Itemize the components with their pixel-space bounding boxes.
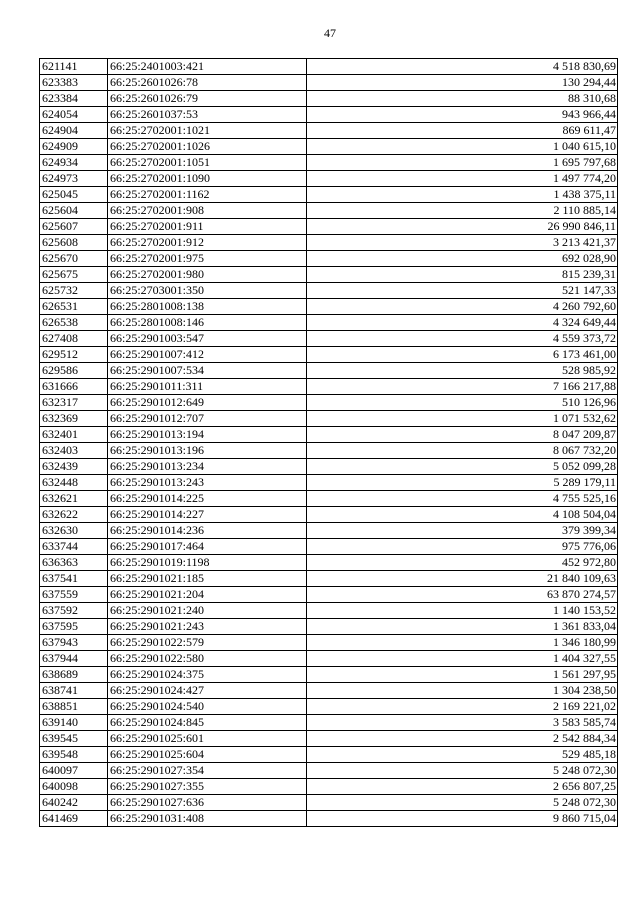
cadastral-number-cell: 66:25:2901011:311 — [108, 379, 307, 395]
table-row — [40, 555, 618, 571]
record-id-cell: 640098 — [40, 779, 108, 795]
cadastral-number-cell: 66:25:2901013:234 — [108, 459, 307, 475]
value-cell: 4 324 649,44 — [307, 315, 618, 331]
record-id-cell: 623384 — [40, 91, 108, 107]
table-row — [40, 603, 618, 619]
value-cell: 2 110 885,14 — [307, 203, 618, 219]
table-row — [40, 523, 618, 539]
value-cell: 1 071 532,62 — [307, 411, 618, 427]
cadastral-number-cell: 66:25:2901012:707 — [108, 411, 307, 427]
cadastral-number-cell: 66:25:2702001:908 — [108, 203, 307, 219]
cadastral-number-cell: 66:25:2702001:1026 — [108, 139, 307, 155]
table-row — [40, 459, 618, 475]
table-row — [40, 491, 618, 507]
record-id-cell: 632630 — [40, 523, 108, 539]
record-id-cell: 637944 — [40, 651, 108, 667]
cadastral-number-cell: 66:25:2901003:547 — [108, 331, 307, 347]
table-row — [40, 635, 618, 651]
record-id-cell: 640242 — [40, 795, 108, 811]
value-cell: 869 611,47 — [307, 123, 618, 139]
record-id-cell: 629586 — [40, 363, 108, 379]
record-id-cell: 624909 — [40, 139, 108, 155]
value-cell: 4 108 504,04 — [307, 507, 618, 523]
table-row — [40, 395, 618, 411]
value-cell: 528 985,92 — [307, 363, 618, 379]
record-id-cell: 637943 — [40, 635, 108, 651]
table-row — [40, 299, 618, 315]
record-id-cell: 626531 — [40, 299, 108, 315]
record-id-cell: 638741 — [40, 683, 108, 699]
cadastral-number-cell: 66:25:2901013:243 — [108, 475, 307, 491]
cadastral-number-cell: 66:25:2901012:649 — [108, 395, 307, 411]
value-cell: 379 399,34 — [307, 523, 618, 539]
cadastral-number-cell: 66:25:2901019:1198 — [108, 555, 307, 571]
value-cell: 2 169 221,02 — [307, 699, 618, 715]
cadastral-number-cell: 66:25:2702001:1021 — [108, 123, 307, 139]
table-row — [40, 347, 618, 363]
record-id-cell: 625670 — [40, 251, 108, 267]
value-cell: 815 239,31 — [307, 267, 618, 283]
table-row — [40, 427, 618, 443]
cadastral-number-cell: 66:25:2901025:604 — [108, 747, 307, 763]
table-row — [40, 747, 618, 763]
record-id-cell: 641469 — [40, 811, 108, 827]
record-id-cell: 637595 — [40, 619, 108, 635]
cadastral-number-cell: 66:25:2901021:185 — [108, 571, 307, 587]
value-cell: 5 248 072,30 — [307, 795, 618, 811]
table-row — [40, 267, 618, 283]
value-cell: 8 067 732,20 — [307, 443, 618, 459]
table-row — [40, 379, 618, 395]
value-cell: 1 561 297,95 — [307, 667, 618, 683]
value-cell: 21 840 109,63 — [307, 571, 618, 587]
table-row — [40, 699, 618, 715]
value-cell: 1 040 615,10 — [307, 139, 618, 155]
cadastral-number-cell: 66:25:2901024:845 — [108, 715, 307, 731]
cadastral-number-cell: 66:25:2901027:636 — [108, 795, 307, 811]
registry-table — [39, 58, 618, 827]
cadastral-number-cell: 66:25:2901014:236 — [108, 523, 307, 539]
table-row — [40, 91, 618, 107]
cadastral-number-cell: 66:25:2901021:204 — [108, 587, 307, 603]
value-cell: 1 140 153,52 — [307, 603, 618, 619]
table-row — [40, 571, 618, 587]
cadastral-number-cell: 66:25:2601026:79 — [108, 91, 307, 107]
value-cell: 692 028,90 — [307, 251, 618, 267]
record-id-cell: 640097 — [40, 763, 108, 779]
record-id-cell: 624934 — [40, 155, 108, 171]
cadastral-number-cell: 66:25:2901022:579 — [108, 635, 307, 651]
cadastral-number-cell: 66:25:2901013:194 — [108, 427, 307, 443]
table-row — [40, 651, 618, 667]
table-row — [40, 619, 618, 635]
cadastral-number-cell: 66:25:2901014:227 — [108, 507, 307, 523]
value-cell: 4 260 792,60 — [307, 299, 618, 315]
cadastral-number-cell: 66:25:2601026:78 — [108, 75, 307, 91]
value-cell: 452 972,80 — [307, 555, 618, 571]
value-cell: 2 656 807,25 — [307, 779, 618, 795]
record-id-cell: 639140 — [40, 715, 108, 731]
cadastral-number-cell: 66:25:2901025:601 — [108, 731, 307, 747]
value-cell: 1 404 327,55 — [307, 651, 618, 667]
record-id-cell: 632401 — [40, 427, 108, 443]
value-cell: 7 166 217,88 — [307, 379, 618, 395]
cadastral-number-cell: 66:25:2901022:580 — [108, 651, 307, 667]
cadastral-number-cell: 66:25:2901007:412 — [108, 347, 307, 363]
table-row — [40, 235, 618, 251]
value-cell: 8 047 209,87 — [307, 427, 618, 443]
record-id-cell: 638689 — [40, 667, 108, 683]
value-cell: 88 310,68 — [307, 91, 618, 107]
record-id-cell: 626538 — [40, 315, 108, 331]
record-id-cell: 632317 — [40, 395, 108, 411]
table-row — [40, 475, 618, 491]
value-cell: 510 126,96 — [307, 395, 618, 411]
value-cell: 2 542 884,34 — [307, 731, 618, 747]
value-cell: 1 304 238,50 — [307, 683, 618, 699]
cadastral-number-cell: 66:25:2901024:375 — [108, 667, 307, 683]
value-cell: 63 870 274,57 — [307, 587, 618, 603]
table-row — [40, 75, 618, 91]
table-row — [40, 411, 618, 427]
value-cell: 130 294,44 — [307, 75, 618, 91]
value-cell: 5 052 099,28 — [307, 459, 618, 475]
cadastral-number-cell: 66:25:2702001:912 — [108, 235, 307, 251]
record-id-cell: 633744 — [40, 539, 108, 555]
cadastral-number-cell: 66:25:2901024:427 — [108, 683, 307, 699]
value-cell: 4 755 525,16 — [307, 491, 618, 507]
value-cell: 9 860 715,04 — [307, 811, 618, 827]
cadastral-number-cell: 66:25:2901014:225 — [108, 491, 307, 507]
cadastral-number-cell: 66:25:2901007:534 — [108, 363, 307, 379]
registry-table-body — [40, 59, 618, 827]
value-cell: 4 559 373,72 — [307, 331, 618, 347]
cadastral-number-cell: 66:25:2702001:975 — [108, 251, 307, 267]
record-id-cell: 625732 — [40, 283, 108, 299]
value-cell: 3 583 585,74 — [307, 715, 618, 731]
record-id-cell: 627408 — [40, 331, 108, 347]
table-row — [40, 795, 618, 811]
value-cell: 3 213 421,37 — [307, 235, 618, 251]
record-id-cell: 625045 — [40, 187, 108, 203]
record-id-cell: 632369 — [40, 411, 108, 427]
record-id-cell: 636363 — [40, 555, 108, 571]
value-cell: 5 289 179,11 — [307, 475, 618, 491]
table-row — [40, 59, 618, 75]
record-id-cell: 638851 — [40, 699, 108, 715]
record-id-cell: 624973 — [40, 171, 108, 187]
cadastral-number-cell: 66:25:2901027:355 — [108, 779, 307, 795]
record-id-cell: 637559 — [40, 587, 108, 603]
table-row — [40, 507, 618, 523]
table-row — [40, 811, 618, 827]
record-id-cell: 631666 — [40, 379, 108, 395]
record-id-cell: 624904 — [40, 123, 108, 139]
table-row — [40, 219, 618, 235]
value-cell: 529 485,18 — [307, 747, 618, 763]
table-row — [40, 763, 618, 779]
table-row — [40, 283, 618, 299]
cadastral-number-cell: 66:25:2702001:980 — [108, 267, 307, 283]
page-number: 47 — [324, 26, 336, 40]
cadastral-number-cell: 66:25:2702001:1090 — [108, 171, 307, 187]
value-cell: 1 695 797,68 — [307, 155, 618, 171]
table-row — [40, 363, 618, 379]
record-id-cell: 632439 — [40, 459, 108, 475]
value-cell: 1 497 774,20 — [307, 171, 618, 187]
table-row — [40, 123, 618, 139]
table-row — [40, 171, 618, 187]
value-cell: 943 966,44 — [307, 107, 618, 123]
record-id-cell: 625675 — [40, 267, 108, 283]
cadastral-number-cell: 66:25:2901027:354 — [108, 763, 307, 779]
cadastral-number-cell: 66:25:2601037:53 — [108, 107, 307, 123]
table-row — [40, 251, 618, 267]
cadastral-number-cell: 66:25:2801008:138 — [108, 299, 307, 315]
value-cell: 6 173 461,00 — [307, 347, 618, 363]
record-id-cell: 625607 — [40, 219, 108, 235]
cadastral-number-cell: 66:25:2702001:911 — [108, 219, 307, 235]
table-row — [40, 715, 618, 731]
value-cell: 1 346 180,99 — [307, 635, 618, 651]
cadastral-number-cell: 66:25:2901021:240 — [108, 603, 307, 619]
cadastral-number-cell: 66:25:2901031:408 — [108, 811, 307, 827]
table-row — [40, 779, 618, 795]
record-id-cell: 637592 — [40, 603, 108, 619]
value-cell: 1 361 833,04 — [307, 619, 618, 635]
table-row — [40, 155, 618, 171]
table-row — [40, 731, 618, 747]
value-cell: 5 248 072,30 — [307, 763, 618, 779]
table-row — [40, 587, 618, 603]
table-row — [40, 139, 618, 155]
cadastral-number-cell: 66:25:2702001:1051 — [108, 155, 307, 171]
table-row — [40, 683, 618, 699]
record-id-cell: 624054 — [40, 107, 108, 123]
table-row — [40, 667, 618, 683]
cadastral-number-cell: 66:25:2801008:146 — [108, 315, 307, 331]
record-id-cell: 632448 — [40, 475, 108, 491]
cadastral-number-cell: 66:25:2401003:421 — [108, 59, 307, 75]
record-id-cell: 621141 — [40, 59, 108, 75]
record-id-cell: 629512 — [40, 347, 108, 363]
value-cell: 521 147,33 — [307, 283, 618, 299]
table-row — [40, 315, 618, 331]
table-row — [40, 203, 618, 219]
value-cell: 26 990 846,11 — [307, 219, 618, 235]
table-row — [40, 107, 618, 123]
cadastral-number-cell: 66:25:2703001:350 — [108, 283, 307, 299]
value-cell: 1 438 375,11 — [307, 187, 618, 203]
record-id-cell: 625604 — [40, 203, 108, 219]
record-id-cell: 625608 — [40, 235, 108, 251]
record-id-cell: 632622 — [40, 507, 108, 523]
cadastral-number-cell: 66:25:2901017:464 — [108, 539, 307, 555]
value-cell: 4 518 830,69 — [307, 59, 618, 75]
record-id-cell: 637541 — [40, 571, 108, 587]
record-id-cell: 632621 — [40, 491, 108, 507]
record-id-cell: 632403 — [40, 443, 108, 459]
table-row — [40, 539, 618, 555]
record-id-cell: 639548 — [40, 747, 108, 763]
cadastral-number-cell: 66:25:2901013:196 — [108, 443, 307, 459]
cadastral-number-cell: 66:25:2901024:540 — [108, 699, 307, 715]
table-row — [40, 331, 618, 347]
table-row — [40, 187, 618, 203]
table-row — [40, 443, 618, 459]
cadastral-number-cell: 66:25:2901021:243 — [108, 619, 307, 635]
record-id-cell: 639545 — [40, 731, 108, 747]
value-cell: 975 776,06 — [307, 539, 618, 555]
record-id-cell: 623383 — [40, 75, 108, 91]
cadastral-number-cell: 66:25:2702001:1162 — [108, 187, 307, 203]
